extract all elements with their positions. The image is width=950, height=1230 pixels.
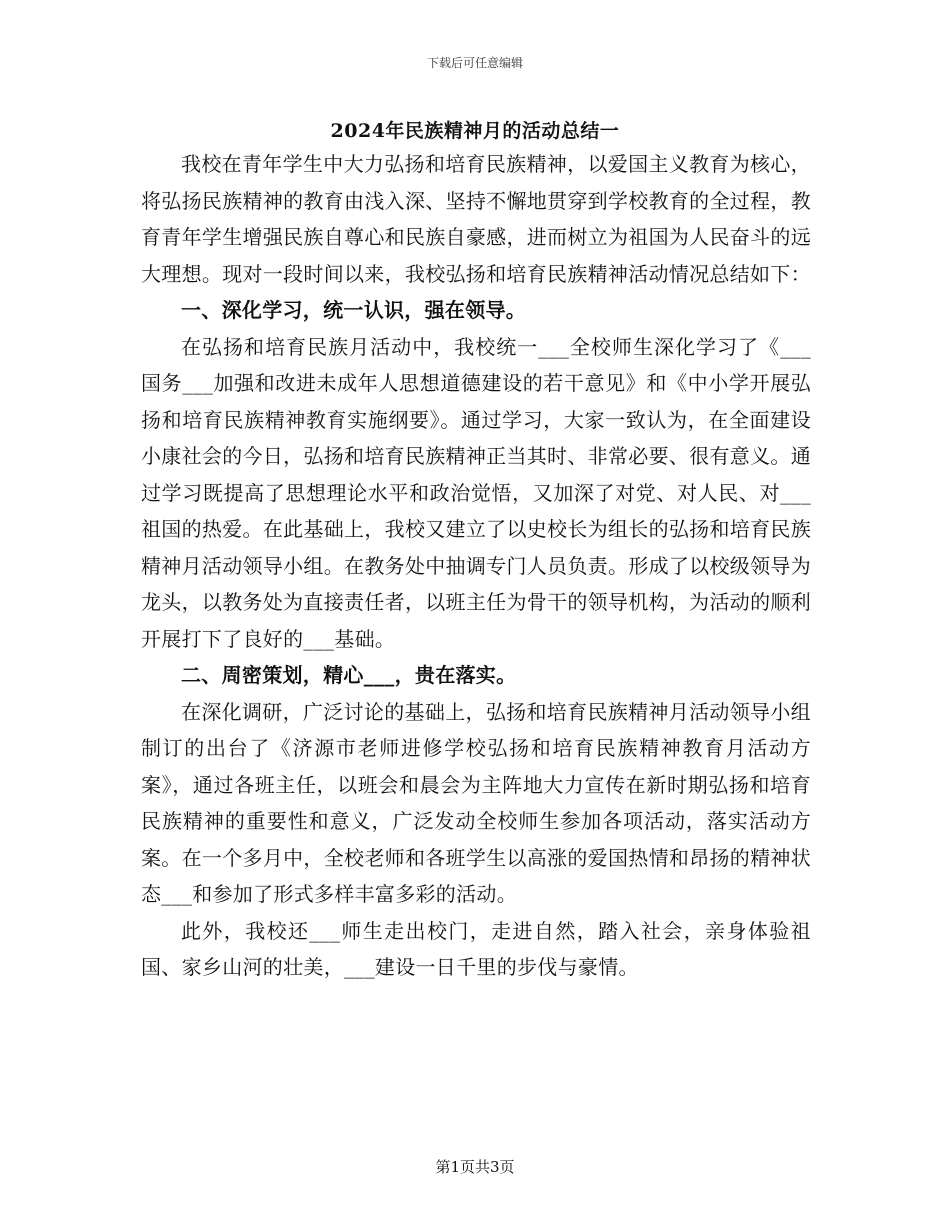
section-heading-1: 一、深化学习，统一认识，强在领导。	[181, 298, 527, 322]
page-number: 第1页共3页	[435, 1158, 515, 1176]
section-2-paragraph: 在深化调研，广泛讨论的基础上，弘扬和培育民族精神月活动领导小组制订的出台了《济源市老师进修学校弘扬和培育民族精神教育月活动方案》，通过各班主任，以班会和晨会为主阵地大力宣传在新时期弘扬和培育民族精神的重要性和意义，广泛发动全校师生参加各项活动，落实活动方案。在一个多月中，全校老师和各班学生以高涨的爱国热情和昂扬的精神状态___和参加了形式多样丰富多彩的活动。	[141, 699, 811, 906]
document-body	[141, 146, 811, 986]
document-title: 2024年民族精神月的活动总结一	[330, 120, 620, 142]
section-heading-2: 二、周密策划，精心___，贵在落实。	[181, 663, 517, 687]
header-note: 下载后可任意编辑	[426, 56, 523, 70]
section-2-paragraph-extra: 此外，我校还___师生走出校门，走进自然，踏入社会，亲身体验祖国、家乡山河的壮美，___建设一日千里的步伐与豪情。	[141, 918, 811, 979]
section-1-paragraph: 在弘扬和培育民族月活动中，我校统一___全校师生深化学习了《___国务___加强和改进未成年人思想道德建设的若干意见》和《中小学开展弘扬和培育民族精神教育实施纲要》。通过学习，大家一致认为，在全面建设小康社会的今日，弘扬和培育民族精神正当其时、非常必要、很有意义。通过学习既提高了思想理论水平和政治觉悟，又加深了对党、对人民、对___祖国的热爱。在此基础上，我校又建立了以史校长为组长的弘扬和培育民族精神月活动领导小组。在教务处中抽调专门人员负责。形成了以校级领导为龙头，以教务处为直接责任者，以班主任为骨干的领导机构，为活动的顺利开展打下了良好的___基础。	[141, 334, 811, 651]
intro-paragraph: 我校在青年学生中大力弘扬和培育民族精神，以爱国主义教育为核心，将弘扬民族精神的教育由浅入深、坚持不懈地贯穿到学校教育的全过程，教育青年学生增强民族自尊心和民族自豪感，进而树立为祖国为人民奋斗的远大理想。现对一段时间以来，我校弘扬和培育民族精神活动情况总结如下：	[141, 152, 811, 286]
